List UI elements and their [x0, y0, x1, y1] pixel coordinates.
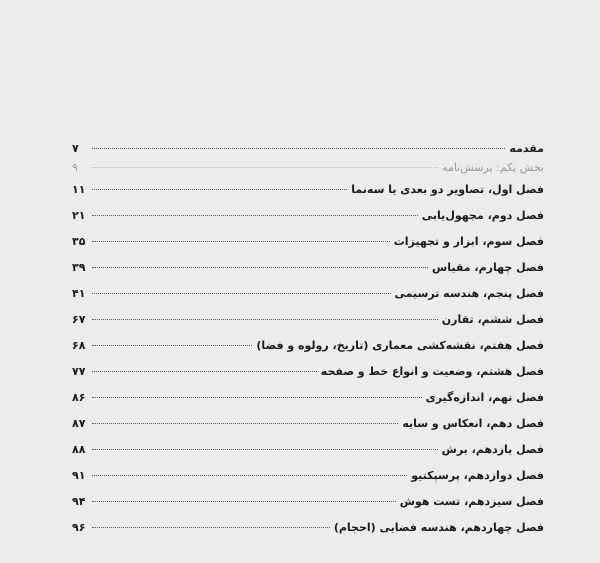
- dot-leader: [92, 319, 438, 320]
- toc-entry-page: ۱۱: [72, 183, 86, 196]
- toc-entry-page: ۴۱: [72, 287, 86, 300]
- toc-entry-page: ۹۴: [72, 495, 86, 508]
- toc-entry-title: فصل سوم، ابزار و تجهیزات: [393, 235, 544, 248]
- toc-entry-chapter-12: [72, 463, 544, 489]
- dot-leader: [92, 241, 390, 242]
- toc-entry-title: فصل دوم، مجهول‌یابی: [421, 209, 544, 222]
- toc-entry-page: ۲۱: [72, 209, 86, 222]
- toc-entry-page: ۸۶: [72, 391, 86, 404]
- toc-entry-title: فصل سیزدهم، تست هوش: [399, 495, 544, 508]
- dot-leader: [92, 423, 398, 424]
- toc-entry-page: ۳۵: [72, 235, 86, 248]
- toc-entry-title: فصل چهاردهم، هندسه فضایی (احجام): [333, 521, 544, 534]
- toc-entry-title: فصل نهم، اندازه‌گیری: [425, 391, 544, 404]
- toc-entry-title: فصل دهم، انعکاس و سایه: [402, 417, 544, 430]
- toc-entry-chapter-9: [72, 385, 544, 411]
- toc-entry-page: ۳۹: [72, 261, 86, 274]
- dot-leader: [92, 267, 428, 268]
- toc-entry-page: ۶۷: [72, 313, 86, 326]
- toc-entry-chapter-6: [72, 307, 544, 333]
- dot-leader: [92, 501, 396, 502]
- toc-entry-chapter-3: [72, 229, 544, 255]
- toc-entry-title: فصل هفتم، نقشه‌کشی معماری (تاریخ، رولوه و فضا): [256, 339, 544, 352]
- dot-leader: [92, 397, 422, 398]
- toc-entry-title: بخش یکم: پرسش‌نامه: [442, 161, 544, 174]
- toc-entry-page: ۷۷: [72, 365, 86, 378]
- toc-entry-title: فصل ششم، تقارن: [441, 313, 544, 326]
- toc-entry-chapter-8: [72, 359, 544, 385]
- toc-entry-chapter-4: [72, 255, 544, 281]
- dot-leader: [92, 189, 347, 190]
- toc-entry-page: ۸۸: [72, 443, 86, 456]
- toc-entry-page: ۷: [72, 142, 79, 155]
- toc-entry-title: فصل اول، تصاویر دو بعدی یا سه‌نما: [351, 183, 544, 196]
- toc-entry-title: فصل دوازدهم، پرسپکتیو: [411, 469, 544, 482]
- toc-entry-page: ۹۱: [72, 469, 86, 482]
- dot-leader: [92, 293, 391, 294]
- toc-entry-chapter-11: [72, 437, 544, 463]
- toc-entry-title: فصل یازدهم، برش: [441, 443, 544, 456]
- toc-entry-title: فصل پنجم، هندسه ترسیمی: [394, 287, 544, 300]
- dot-leader: [92, 449, 438, 450]
- toc-entry-title: فصل چهارم، مقیاس: [432, 261, 544, 274]
- toc-section-heading: [72, 159, 544, 177]
- toc-entry-chapter-10: [72, 411, 544, 437]
- toc-entry-chapter-1: [72, 177, 544, 203]
- dot-leader: [92, 167, 438, 168]
- dot-leader: [92, 148, 505, 149]
- toc-entry-chapter-2: [72, 203, 544, 229]
- table-of-contents: [72, 139, 544, 541]
- toc-entry-page: ۸۷: [72, 417, 86, 430]
- dot-leader: [92, 215, 418, 216]
- toc-entry-title: مقدمه: [509, 142, 544, 155]
- toc-entry-introduction: [72, 139, 544, 159]
- toc-entry-page: ۹۶: [72, 521, 86, 534]
- dot-leader: [92, 527, 330, 528]
- dot-leader: [92, 371, 317, 372]
- toc-entry-chapter-7: [72, 333, 544, 359]
- toc-entry-chapter-13: [72, 489, 544, 515]
- toc-entry-chapter-14: [72, 515, 544, 541]
- dot-leader: [92, 345, 252, 346]
- toc-entry-chapter-5: [72, 281, 544, 307]
- dot-leader: [92, 475, 407, 476]
- toc-entry-page: ۹: [72, 161, 78, 174]
- toc-entry-page: ۶۸: [72, 339, 86, 352]
- toc-entry-title: فصل هشتم، وضعیت و انواع خط و صفحه: [320, 365, 544, 378]
